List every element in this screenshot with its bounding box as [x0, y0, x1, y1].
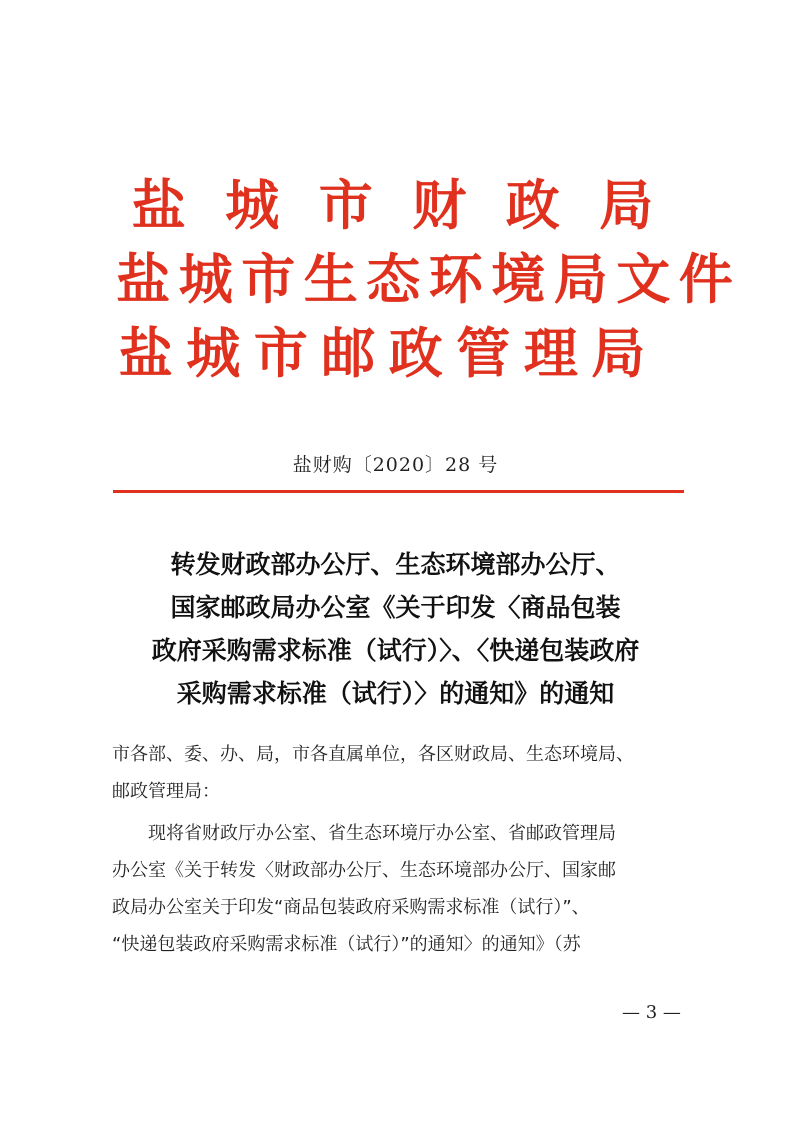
recipients-line: 邮政管理局：: [112, 781, 220, 802]
header-char: 局: [553, 248, 608, 311]
header-char: 境: [491, 248, 546, 311]
header-char: 市: [241, 248, 296, 311]
header-char: 城: [225, 174, 280, 237]
document-title: [100, 543, 691, 715]
header-char: 政: [505, 174, 560, 237]
title-line: 政府采购需求标准（试行）〉、〈快递包装政府: [151, 636, 640, 665]
title-line: 转发财政部办公厅、生态环境部办公厅、: [170, 550, 621, 579]
header-char: 件: [678, 248, 733, 311]
header-char: 市: [318, 174, 373, 237]
header-char: 盐: [131, 174, 186, 237]
header-char: 盐: [116, 248, 171, 311]
issuer-line-postal-bureau: [112, 323, 652, 385]
paragraph-line: 办公室《关于转发〈财政部办公厅、生态环境部办公厅、国家邮: [112, 860, 616, 881]
red-divider-line: [113, 490, 684, 493]
header-char: 局: [599, 174, 654, 237]
paragraph-line: 现将省财政厅办公室、省生态环境厅办公室、省邮政管理局: [148, 823, 616, 844]
issuer-line-ecology-bureau: [112, 249, 737, 311]
issuer-line-finance-bureau: [112, 175, 673, 237]
paragraph-line: 政局办公室关于印发“商品包装政府采购需求标准（试行）”、: [112, 897, 590, 918]
header-char: 文: [616, 248, 671, 311]
header-char: 局: [591, 322, 646, 385]
title-line: 国家邮政局办公室《关于印发〈商品包装: [170, 593, 621, 622]
header-char: 管: [456, 322, 511, 385]
page-number: — 3 —: [622, 1002, 681, 1023]
title-line: 采购需求标准（试行）〉的通知》的通知: [176, 679, 615, 708]
header-char: 环: [428, 248, 483, 311]
recipients-line: 市各部、委、办、局，市各直属单位，各区财政局、生态环境局、: [112, 744, 634, 765]
header-char: 城: [178, 248, 233, 311]
document-number: 盐财购〔2020〕28 号: [292, 454, 499, 476]
header-char: 理: [523, 322, 578, 385]
header-char: 城: [186, 322, 241, 385]
paragraph-line: “快递包装政府采购需求标准（试行）”的通知〉的通知》（苏: [112, 934, 581, 955]
header-char: 生: [303, 248, 358, 311]
header-char: 邮: [321, 322, 376, 385]
header-char: 态: [366, 248, 421, 311]
header-char: 市: [253, 322, 308, 385]
header-char: 财: [412, 174, 467, 237]
header-char: 政: [388, 322, 443, 385]
header-char: 盐: [118, 322, 173, 385]
